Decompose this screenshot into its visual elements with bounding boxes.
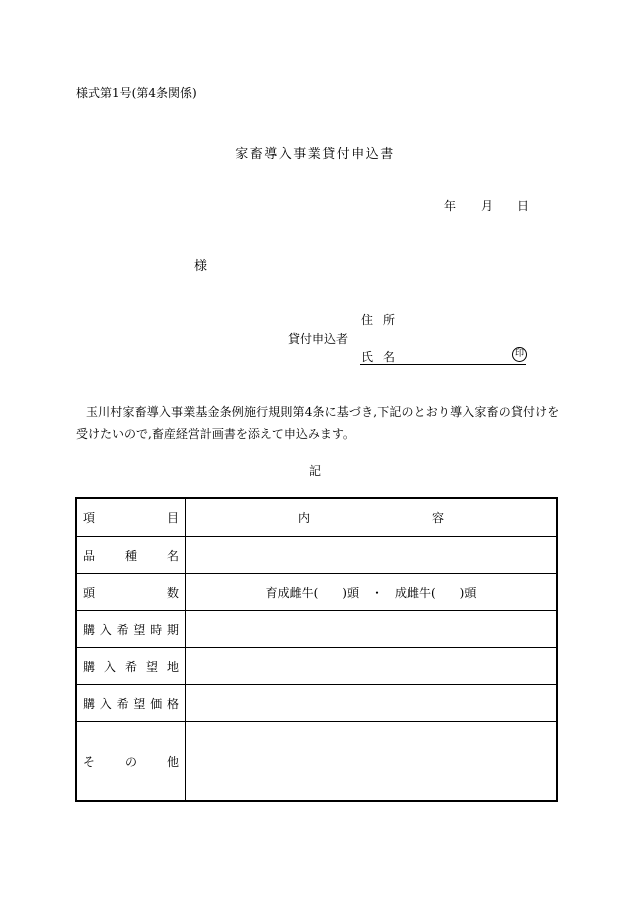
header-item-cell xyxy=(77,499,186,536)
label-char: 望 xyxy=(133,696,146,711)
label-char: 望 xyxy=(133,622,146,637)
row-value-purchase-price[interactable] xyxy=(186,685,556,721)
date-day-label: 日 xyxy=(517,199,530,213)
form-number: 様式第1号(第4条関係) xyxy=(76,86,197,100)
label-char: の xyxy=(124,754,137,769)
label-char: 品 xyxy=(83,548,96,563)
label-char: 希 xyxy=(116,696,129,711)
name-underline xyxy=(360,364,526,365)
label-char: 望 xyxy=(145,659,158,674)
label-char: 他 xyxy=(166,754,179,769)
label-char: 名 xyxy=(166,548,179,563)
label-char: 頭 xyxy=(83,585,96,600)
row-label-purchase-place xyxy=(77,648,186,684)
row-value-other[interactable] xyxy=(186,722,556,800)
label-char: 価 xyxy=(150,696,163,711)
items-table xyxy=(75,497,558,802)
label-char: そ xyxy=(83,754,96,769)
label-char: 購 xyxy=(83,696,96,711)
label-char: 種 xyxy=(124,548,137,563)
table-row xyxy=(77,574,556,611)
applicant-label: 貸付申込者 xyxy=(288,332,349,346)
label-char: 希 xyxy=(116,622,129,637)
row-label-purchase-price xyxy=(77,685,186,721)
address-label: 住所 xyxy=(361,313,406,327)
body-text-line-2: 受けたいので,畜産経営計画書を添えて申込みます。 xyxy=(76,427,355,441)
header-content-cell xyxy=(186,499,556,536)
table-row xyxy=(77,648,556,685)
header-item-char: 項 xyxy=(83,511,96,525)
row-label-other xyxy=(77,722,186,800)
header-content-char: 容 xyxy=(431,511,444,525)
header-item-char: 目 xyxy=(166,511,179,525)
table-row xyxy=(77,537,556,574)
label-char: 数 xyxy=(166,585,179,600)
document-title: 家畜導入事業貸付申込書 xyxy=(235,147,395,162)
row-value-purchase-place[interactable] xyxy=(186,648,556,684)
ki-label: 記 xyxy=(308,464,321,478)
label-char: 入 xyxy=(99,622,112,637)
label-char: 希 xyxy=(124,659,137,674)
label-char: 購 xyxy=(83,659,96,674)
table-row xyxy=(77,685,556,722)
label-char: 期 xyxy=(166,622,179,637)
table-row xyxy=(77,722,556,800)
date-month-label: 月 xyxy=(481,199,494,213)
addressee-suffix: 様 xyxy=(194,259,208,274)
table-header-row xyxy=(77,499,556,537)
body-text-line-1: 玉川村家畜導入事業基金条例施行規則第4条に基づき,下記のとおり導入家畜の貸付けを xyxy=(86,405,560,419)
row-label-breed xyxy=(77,537,186,573)
row-value-purchase-period[interactable] xyxy=(186,611,556,647)
date-year-label: 年 xyxy=(444,199,457,213)
label-char: 地 xyxy=(166,659,179,674)
header-content-char: 内 xyxy=(298,511,311,525)
label-char: 時 xyxy=(150,622,163,637)
label-char: 購 xyxy=(83,622,96,637)
row-label-purchase-period xyxy=(77,611,186,647)
label-char: 入 xyxy=(99,696,112,711)
table-row xyxy=(77,611,556,648)
label-char: 入 xyxy=(103,659,116,674)
seal-mark: 印 xyxy=(512,347,527,362)
row-value-head-count[interactable]: 育成雌牛( )頭 ・ 成雌牛( )頭 xyxy=(265,585,477,600)
row-label-head-count xyxy=(77,574,186,610)
name-label: 氏名 xyxy=(361,350,406,364)
label-char: 格 xyxy=(166,696,179,711)
row-value-breed[interactable] xyxy=(186,537,556,573)
